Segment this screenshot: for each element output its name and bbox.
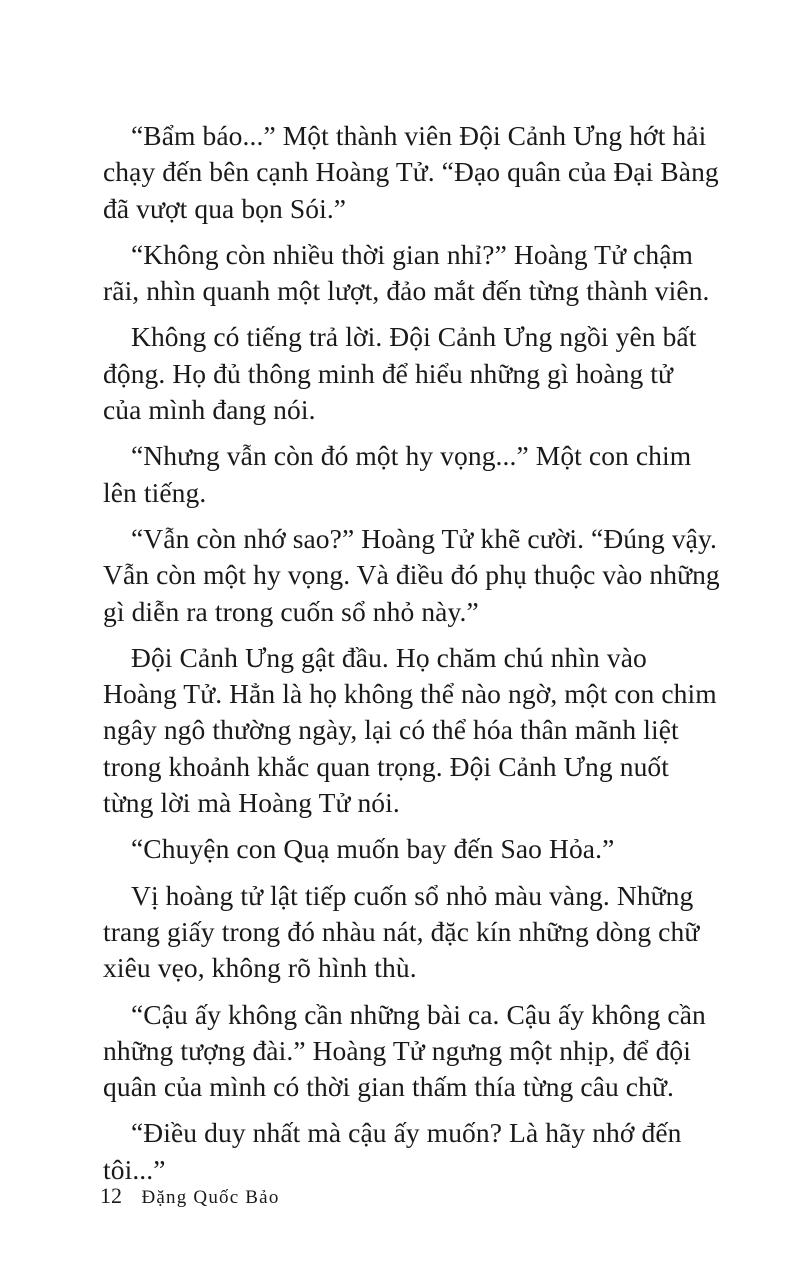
text-line: trong khoảnh khắc quan trọng. Đội Cảnh Ưng nuốt [103,750,670,782]
body-text [103,118,720,1198]
text-line: lên tiếng. [103,476,207,508]
text-line: ngây ngô thường ngày, lại có thể hóa thân mãnh liệt [103,714,679,746]
paragraph [103,640,717,821]
text-line: những tượng đài.” Hoàng Tử ngưng một nhịp, để đội [103,1034,692,1066]
paragraph [103,237,710,310]
paragraph [103,521,720,630]
text-line: “Không còn nhiều thời gian nhỉ?” Hoàng Tử chậm [131,238,694,270]
text-line: quân của mình có thời gian thấm thía từng câu chữ. [103,1071,674,1103]
author-name: Đặng Quốc Bảo [141,1187,280,1208]
text-line: Vị hoàng tử lật tiếp cuốn sổ nhỏ màu vàng. Những [131,879,694,911]
text-line: “Bẩm báo...” Một thành viên Đội Cảnh Ưng hớt hải [131,120,707,151]
text-line: xiêu vẹo, không rõ hình thù. [103,952,417,984]
text-line: Không có tiếng trả lời. Đội Cảnh Ưng ngồi yên bất [131,321,697,353]
text-line: Vẫn còn một hy vọng. Và điều đó phụ thuộc vào những [103,559,720,591]
text-line: động. Họ đủ thông minh để hiểu những gì hoàng tử [103,357,674,389]
text-line: rãi, nhìn quanh một lượt, đảo mắt đến từng thành viên. [103,275,710,307]
text-line: từng lời mà Hoàng Tử nói. [103,787,400,819]
paragraph [103,319,703,428]
page-number: 12 [100,1183,122,1208]
paragraph [103,438,703,511]
text-line: “Điều duy nhất mà cậu ấy muốn? Là hãy nhớ đến [131,1117,682,1149]
text-line: trang giấy trong đó nhàu nát, đặc kín những dòng chữ [103,915,700,947]
paragraph [103,878,703,987]
text-line: “Nhưng vẫn còn đó một hy vọng...” Một con chim [131,440,692,472]
paragraph [103,118,719,227]
text-line: gì diễn ra trong cuốn sổ nhỏ này.” [103,595,479,627]
text-line: “Cậu ấy không cần những bài ca. Cậu ấy không cần [131,998,706,1030]
paragraph [103,1115,703,1188]
paragraph [103,831,703,867]
text-line: Hoàng Tử. Hẳn là họ không thể nào ngờ, một con chim [103,678,717,710]
paragraph [103,997,706,1106]
text-line: đã vượt qua bọn Sói.” [103,192,347,224]
text-line: “Chuyện con Quạ muốn bay đến Sao Hỏa.” [131,833,615,865]
text-line: “Vẫn còn nhớ sao?” Hoàng Tử khẽ cười. “Đúng vậy. [131,522,718,554]
text-line: của mình đang nói. [103,394,316,426]
page-footer [100,1182,280,1212]
text-line: chạy đến bên cạnh Hoàng Tử. “Đạo quân của Đại Bàng [103,156,719,188]
text-line: tôi...” [103,1153,166,1185]
text-line: Đội Cảnh Ưng gật đầu. Họ chăm chú nhìn vào [131,641,647,673]
